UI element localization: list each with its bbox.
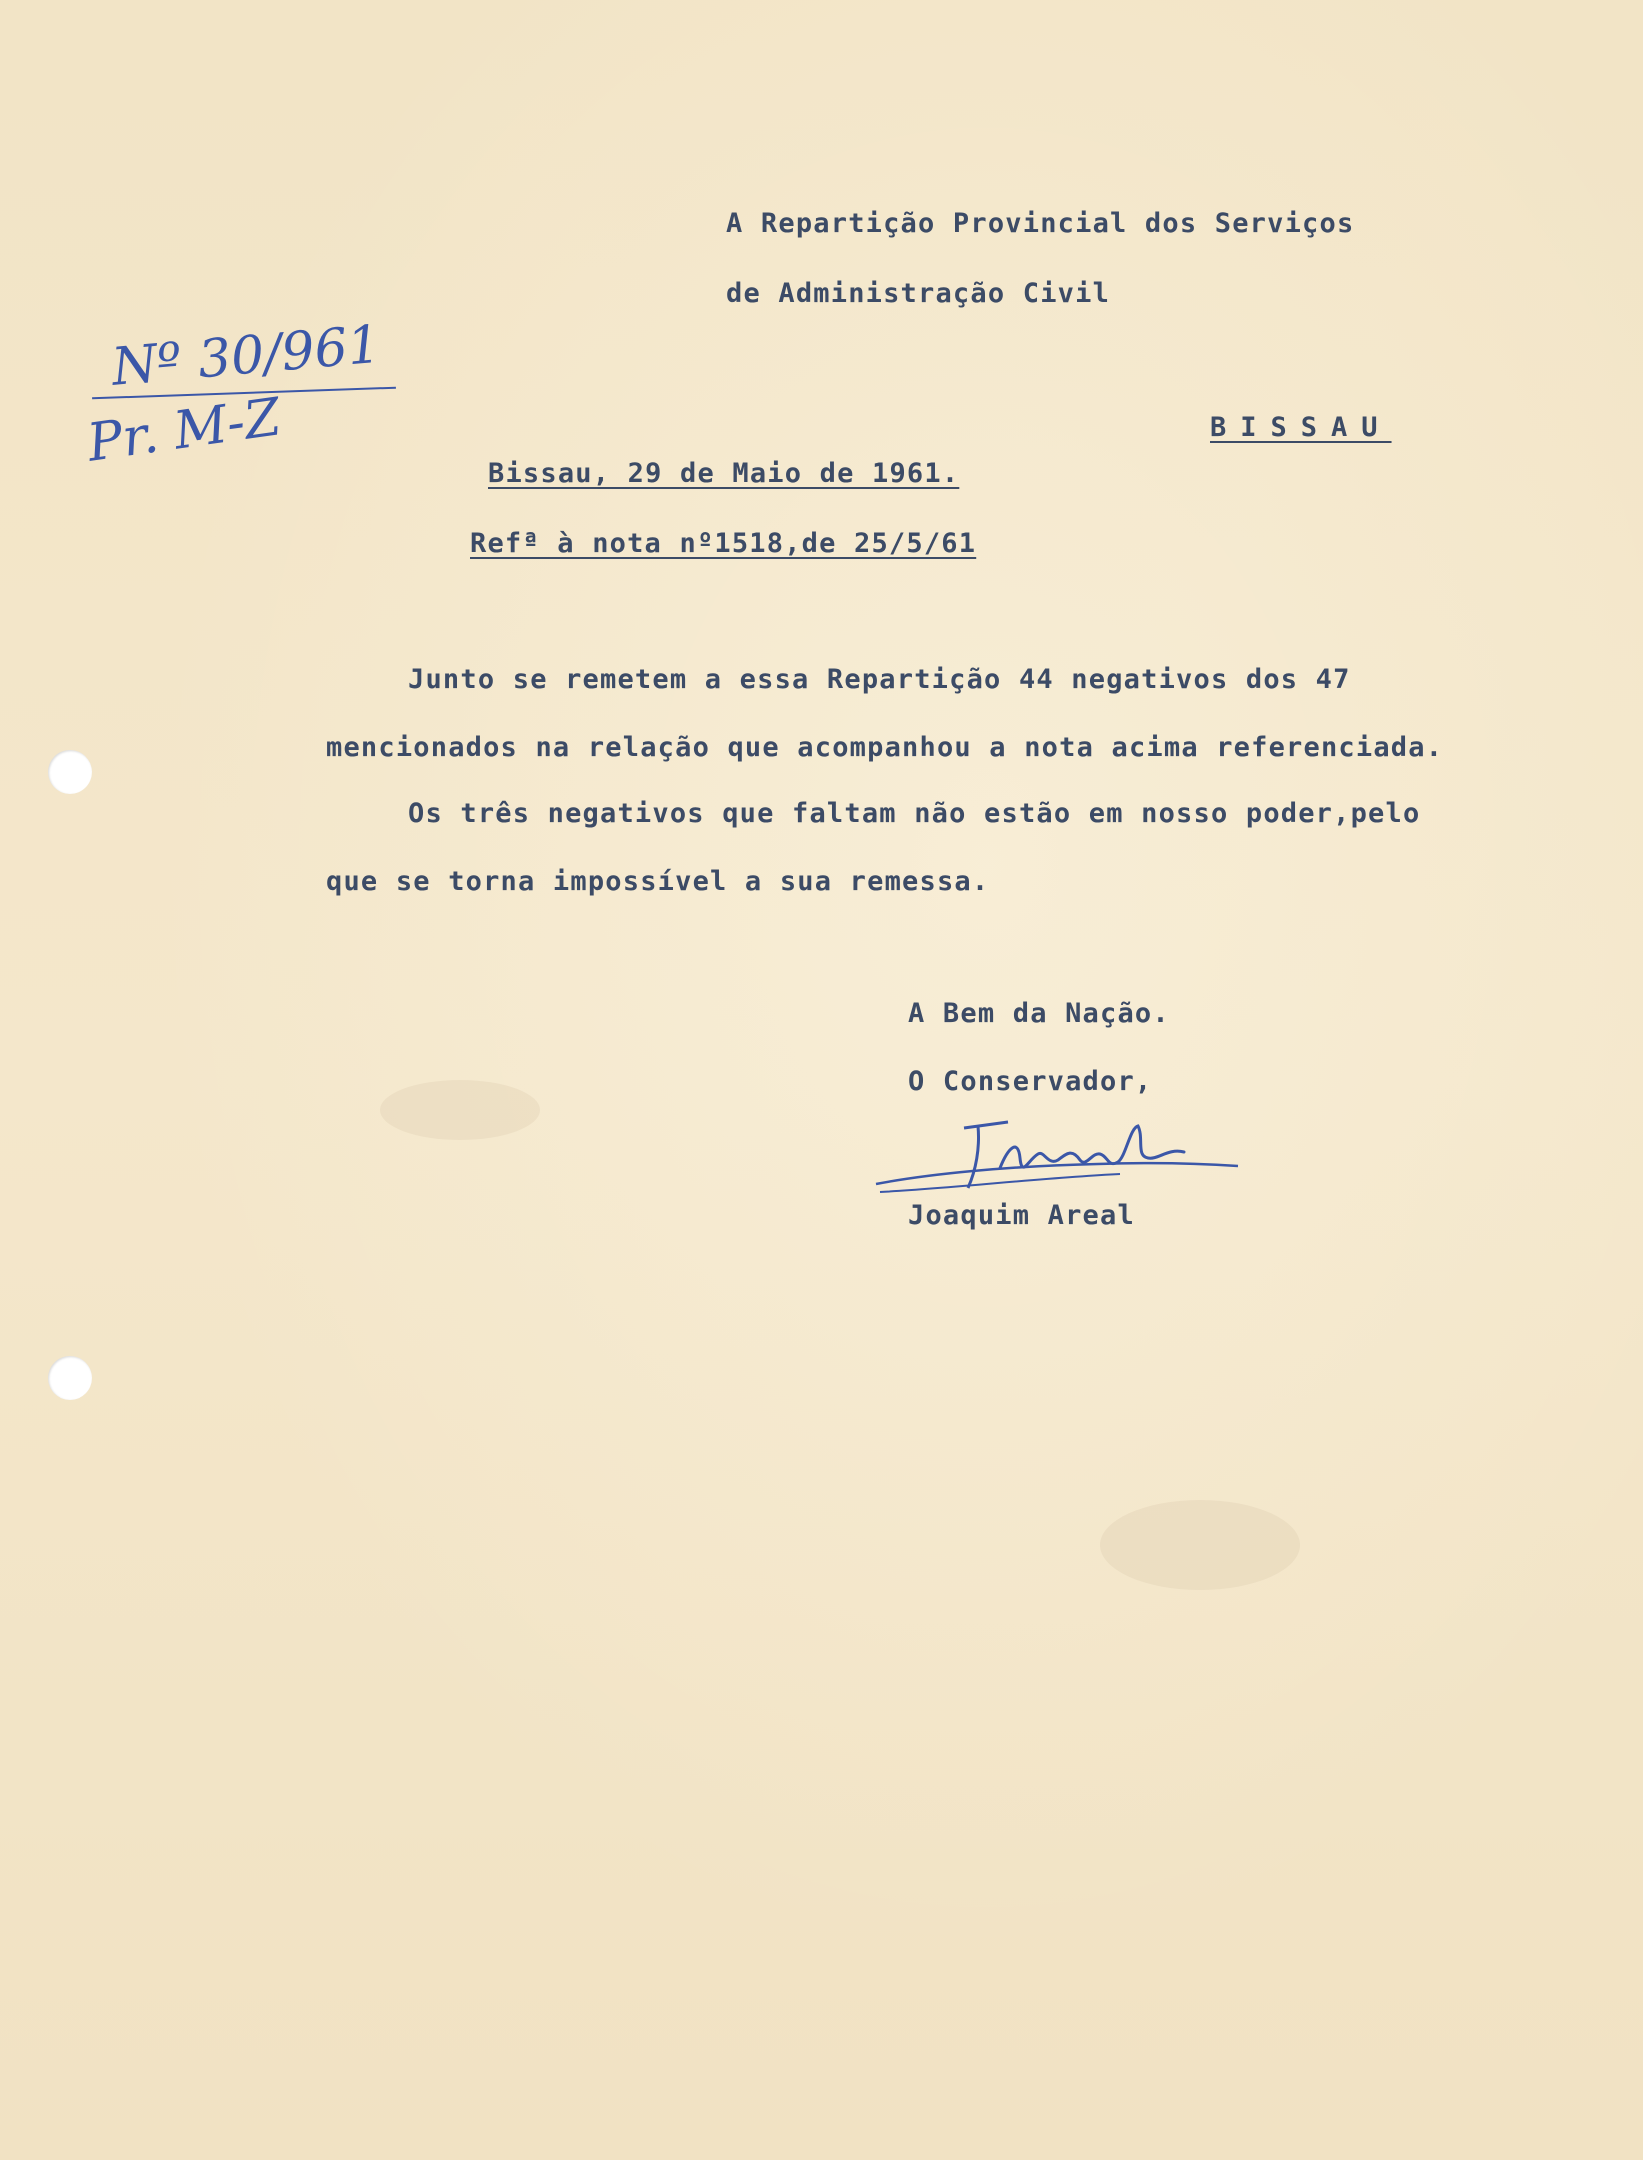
body-para2-line2: que se torna impossível a sua remessa.	[326, 866, 990, 897]
body-para1-line1: Junto se remetem a essa Repartição 44 negativos dos 47	[408, 664, 1351, 695]
punch-hole-bottom	[48, 1356, 92, 1400]
body-para1-line2: mencionados na relação que acompanhou a nota acima referenciada.	[326, 732, 1444, 763]
recipient-line-2: de Administração Civil	[726, 278, 1111, 309]
signature-image	[868, 1108, 1248, 1208]
recipient-line-1: A Repartição Provincial dos Serviços	[726, 208, 1355, 239]
punch-hole-top	[48, 750, 92, 794]
closing-salutation: A Bem da Nação.	[908, 998, 1170, 1029]
handwritten-process: Pr. M-Z	[83, 387, 285, 474]
reference-line: Refª à nota nº1518,de 25/5/61	[470, 528, 977, 559]
paper-stain	[1100, 1500, 1300, 1590]
signatory-name: Joaquim Areal	[908, 1200, 1135, 1231]
closing-title: O Conservador,	[908, 1066, 1153, 1097]
paper-stain	[380, 1080, 540, 1140]
body-para2-line1: Os três negativos que faltam não estão em nosso poder,pelo	[408, 798, 1421, 829]
recipient-city: BISSAU	[1210, 412, 1392, 443]
date-line: Bissau, 29 de Maio de 1961.	[488, 458, 960, 489]
handwritten-number: Nº 30/961	[109, 314, 384, 398]
